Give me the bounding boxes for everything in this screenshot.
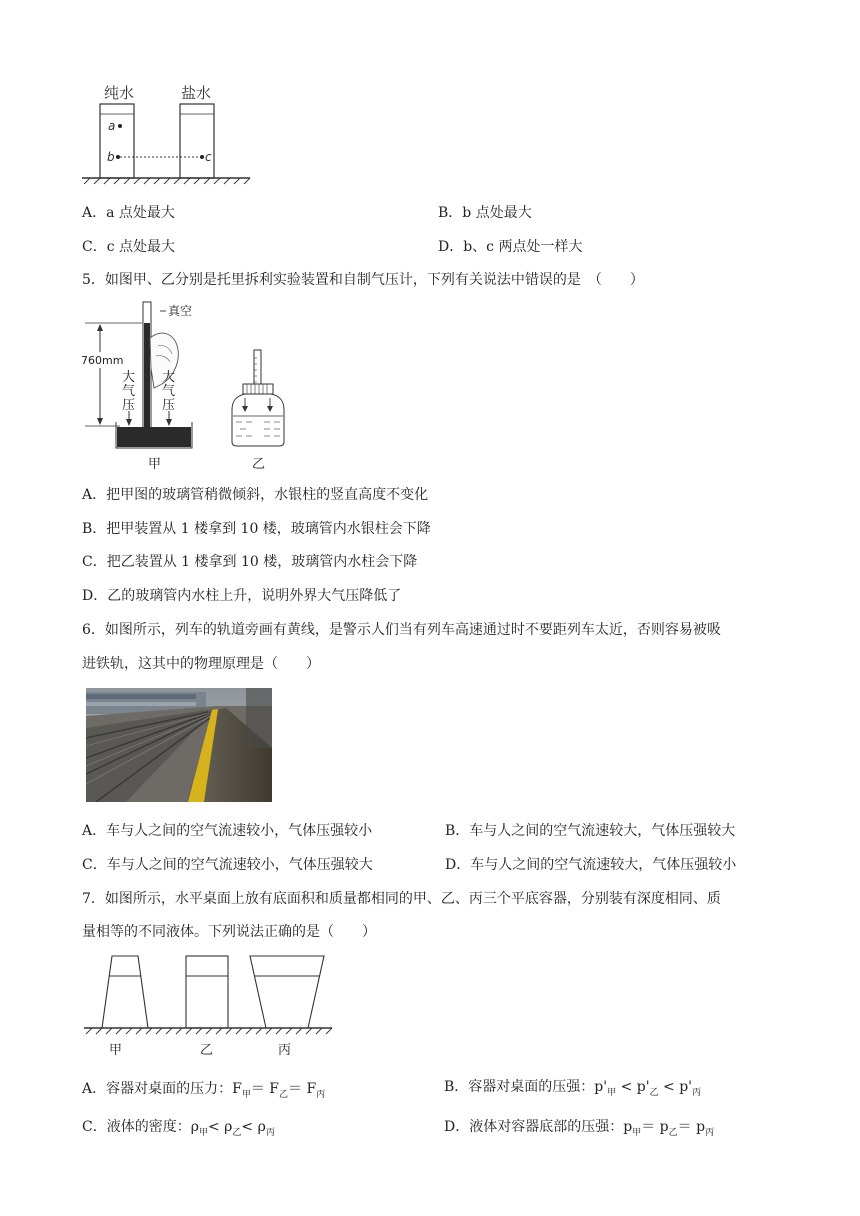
- q7-option-b: [444, 1078, 701, 1102]
- q7-option-a-mid1: ＝ F: [250, 1081, 280, 1097]
- q5-atm-right-2: 气: [162, 384, 176, 399]
- q7-option-a-sub3: 丙: [316, 1089, 326, 1100]
- q4-option-d: D．b、c 两点处一样大: [438, 239, 583, 255]
- q4-beaker-left: [100, 104, 134, 178]
- q4-point-c: [200, 155, 204, 159]
- q5-mercury-column: [144, 323, 150, 431]
- q7-option-a-mid2: ＝ F: [288, 1081, 317, 1097]
- q7-label-bing: 丙: [278, 1043, 292, 1058]
- q5-vacuum-label: 真空: [168, 304, 193, 318]
- q7-container-jia: [102, 956, 148, 1028]
- q7-option-b-mid1: < p': [616, 1079, 650, 1095]
- q4-beaker-right: [180, 104, 214, 178]
- q5-option-c: C．把乙装置从 1 楼拿到 10 楼，玻璃管内水柱会下降: [82, 554, 418, 570]
- q4-point-c-label: c: [205, 150, 212, 164]
- q5-option-d: D．乙的玻璃管内水柱上升，说明外界大气压降低了: [82, 588, 402, 604]
- q7-option-c-prefix: C．液体的密度：ρ: [82, 1119, 199, 1135]
- q7-option-a-sub2: 乙: [279, 1089, 289, 1100]
- q4-option-b: B．b 点处最大: [438, 205, 532, 221]
- q6-option-c: C．车与人之间的空气流速较小，气体压强较大: [82, 857, 373, 873]
- q5-label-jia: 甲: [148, 457, 162, 472]
- q4-point-b: [116, 155, 120, 159]
- q6-stem-line1: 6．如图所示，列车的轨道旁画有黄线，是警示人们当有列车高速通过时不要距列车太近，否则容易被吸: [82, 622, 721, 638]
- q7-option-b-sub3: 丙: [692, 1087, 702, 1098]
- q7-option-d-mid1: ＝ p: [641, 1119, 669, 1135]
- q7-option-d-prefix: D．液体对容器底部的压强：p: [444, 1119, 633, 1135]
- q7-option-a-prefix: A．容器对桌面的压力：F: [82, 1081, 242, 1097]
- q7-container-bing: [250, 956, 324, 1028]
- q4-point-a-label: a: [108, 119, 116, 133]
- q7-option-b-mid2: < p': [658, 1079, 693, 1095]
- q6-option-d: D．车与人之间的空气流速较大，气体压强较小: [445, 857, 737, 873]
- q7-container-yi: [186, 956, 228, 1028]
- q4-label-pure-water: 纯水: [104, 84, 135, 102]
- q4-point-a: [118, 124, 122, 128]
- q7-label-jia: 甲: [109, 1043, 123, 1058]
- q4-option-c: C．c 点处最大: [82, 239, 176, 255]
- q6-option-b: B．车与人之间的空气流速较大，气体压强较大: [445, 823, 736, 839]
- q7-label-yi: 乙: [200, 1043, 214, 1058]
- q4-figure: [80, 80, 255, 190]
- q7-option-c: [82, 1118, 275, 1142]
- q5-barometer-bottle: [232, 394, 284, 446]
- q7-figure: [80, 948, 336, 1062]
- q5-stem: 5．如图甲、乙分别是托里拆利实验装置和自制气压计，下列有关说法中错误的是 （ ）: [82, 272, 644, 288]
- q7-option-c-sub1: 甲: [198, 1127, 208, 1138]
- q4-option-a: A．a 点处最大: [82, 205, 175, 221]
- q7-option-b-sub1: 甲: [607, 1087, 617, 1098]
- q7-option-d: [444, 1118, 714, 1142]
- q5-atm-right-3: 压: [162, 398, 176, 413]
- q5-atm-left-1: 大: [122, 370, 136, 385]
- q7-option-d-sub1: 甲: [632, 1127, 642, 1138]
- q7-option-b-prefix: B．容器对桌面的压强：p': [444, 1079, 608, 1095]
- q5-height-label: 760mm: [81, 354, 124, 367]
- q7-option-d-sub3: 丙: [705, 1127, 715, 1138]
- q6-railway-photo: [86, 688, 272, 802]
- q7-option-d-mid2: ＝ p: [677, 1119, 706, 1135]
- q5-atm-left-2: 气: [122, 384, 136, 399]
- q5-option-b: B．把甲装置从 1 楼拿到 10 楼，玻璃管内水银柱会下降: [82, 521, 431, 537]
- q5-atm-left-3: 压: [122, 398, 136, 413]
- q7-option-d-sub2: 乙: [668, 1127, 678, 1138]
- q7-stem-line2: 量相等的不同液体。下列说法正确的是（ ）: [82, 924, 376, 940]
- q5-barometer-stopper: [243, 384, 273, 394]
- q7-option-b-sub2: 乙: [649, 1087, 659, 1098]
- q7-option-c-mid2: < ρ: [241, 1119, 266, 1135]
- q7-option-a-sub1: 甲: [241, 1089, 251, 1100]
- q7-option-a: [82, 1080, 325, 1104]
- q4-point-b-label: b: [107, 150, 115, 164]
- q5-label-yi: 乙: [252, 457, 266, 472]
- q7-stem-line1: 7．如图所示，水平桌面上放有底面积和质量都相同的甲、乙、丙三个平底容器，分别装有深度相同、质: [82, 891, 721, 907]
- q7-option-c-sub2: 乙: [232, 1127, 242, 1138]
- q5-atm-right-1: 大: [162, 370, 176, 385]
- q7-option-c-mid1: < ρ: [207, 1119, 233, 1135]
- q7-option-c-sub3: 丙: [265, 1127, 275, 1138]
- q6-stem-line2: 进铁轨，这其中的物理原理是（ ）: [82, 656, 320, 672]
- q6-option-a: A．车与人之间的空气流速较小，气体压强较小: [82, 823, 373, 839]
- q5-figure: [80, 298, 320, 474]
- q5-option-a: A．把甲图的玻璃管稍微倾斜，水银柱的竖直高度不变化: [82, 487, 429, 503]
- q4-label-salt-water: 盐水: [181, 84, 212, 102]
